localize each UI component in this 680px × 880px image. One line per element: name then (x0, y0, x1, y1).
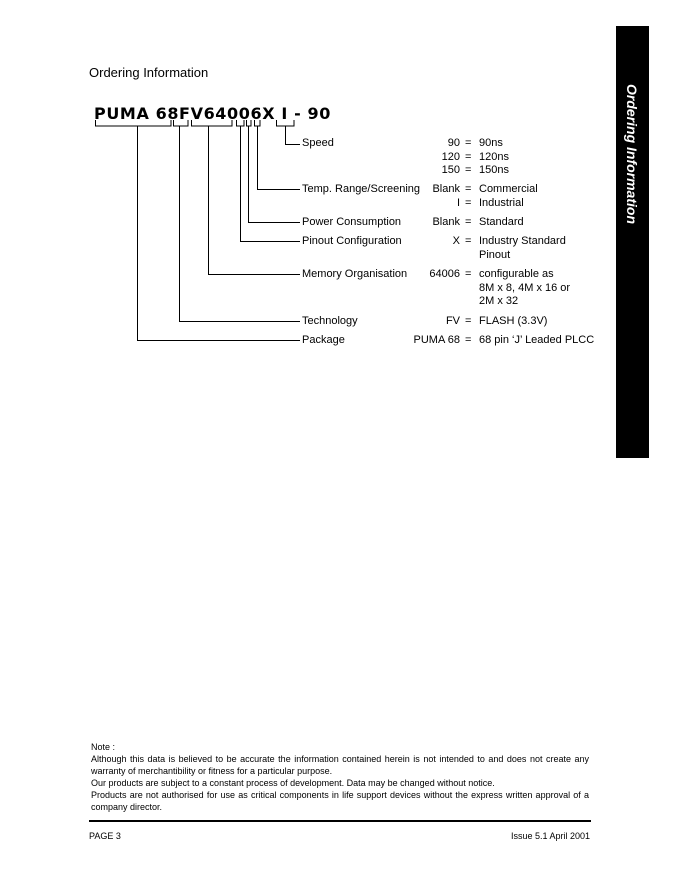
leader-power (249, 126, 301, 223)
option-code: FV (445, 315, 460, 327)
option-code: Blank (432, 183, 460, 195)
leader-pinout (241, 126, 301, 242)
leader-package (138, 126, 301, 341)
option-code: 120 (441, 150, 460, 163)
footer-rule (89, 820, 591, 822)
option-meaning: Industrial (479, 196, 524, 209)
field-label-pinout-configuration: Pinout Configuration (302, 235, 402, 247)
leader-speed (286, 126, 301, 145)
equals-sign: = (465, 137, 472, 149)
leader-temp (258, 126, 301, 190)
issue-date: Issue 5.1 April 2001 (510, 831, 590, 841)
option-code: 150 (441, 164, 460, 176)
option-meaning-continued: Pinout (479, 248, 511, 261)
bracket-memory (192, 120, 233, 126)
part-number: PUMA 68FV64006X I - 90 (94, 104, 331, 123)
field-label-power-consumption: Power Consumption (302, 216, 402, 228)
note-title: Note : (91, 742, 116, 752)
disclaimer-note (91, 741, 589, 813)
leader-memory (209, 126, 301, 275)
page-number: PAGE 3 (89, 831, 121, 841)
bracket-speed (277, 120, 295, 126)
equals-sign: = (465, 196, 472, 209)
note-line: Our products are subject to a constant process of development. Data may be changed without notice. (91, 778, 495, 788)
leader-technology (180, 126, 301, 322)
option-meaning: 120ns (479, 150, 509, 163)
option-meaning: 90ns (479, 137, 503, 149)
bracket-power (247, 120, 252, 126)
option-code: Blank (432, 216, 460, 228)
field-label-temp-range: Temp. Range/Screening (302, 183, 421, 195)
option-code: 90 (447, 137, 460, 149)
field-label-technology: Technology (302, 315, 358, 327)
equals-sign: = (465, 164, 472, 176)
field-label-speed: Speed (302, 137, 334, 149)
option-code: I (456, 196, 460, 209)
section-heading: Ordering Information (89, 65, 209, 80)
equals-sign: = (465, 315, 472, 327)
option-meaning: Standard (479, 216, 524, 228)
equals-sign: = (465, 183, 472, 195)
note-line: Products are not authorised for use as critical components in life support devices without the express written approval of a company director. (91, 790, 589, 812)
field-label-memory-organisation: Memory Organisation (302, 268, 408, 280)
note-line: Although this data is believed to be accurate the information contained herein is not intended to and does not create any warranty of merchantibility or fitness for a particular purpose. (91, 754, 589, 776)
option-code: PUMA 68 (413, 334, 460, 346)
bracket-temp (255, 120, 261, 126)
equals-sign: = (465, 268, 472, 280)
bracket-pinout (237, 120, 245, 126)
equals-sign: = (465, 334, 472, 346)
bracket-package (96, 120, 172, 126)
side-tab-label: Ordering Information (624, 84, 640, 224)
option-meaning: configurable as (479, 268, 554, 280)
option-meaning: 150ns (479, 164, 509, 176)
equals-sign: = (465, 216, 472, 228)
option-meaning: Industry Standard (479, 235, 566, 247)
equals-sign: = (465, 235, 472, 247)
option-meaning: 68 pin ‘J’ Leaded PLCC (479, 334, 595, 346)
option-meaning: Commercial (479, 183, 538, 195)
option-meaning: FLASH (3.3V) (479, 315, 548, 327)
field-label-package: Package (302, 334, 345, 346)
option-meaning-continued: 2M x 32 (479, 295, 519, 307)
equals-sign: = (465, 150, 472, 163)
option-code: X (452, 235, 460, 247)
option-meaning-continued: 8M x 8, 4M x 16 or (479, 281, 571, 294)
option-code: 64006 (429, 268, 460, 280)
bracket-technology (174, 120, 189, 126)
